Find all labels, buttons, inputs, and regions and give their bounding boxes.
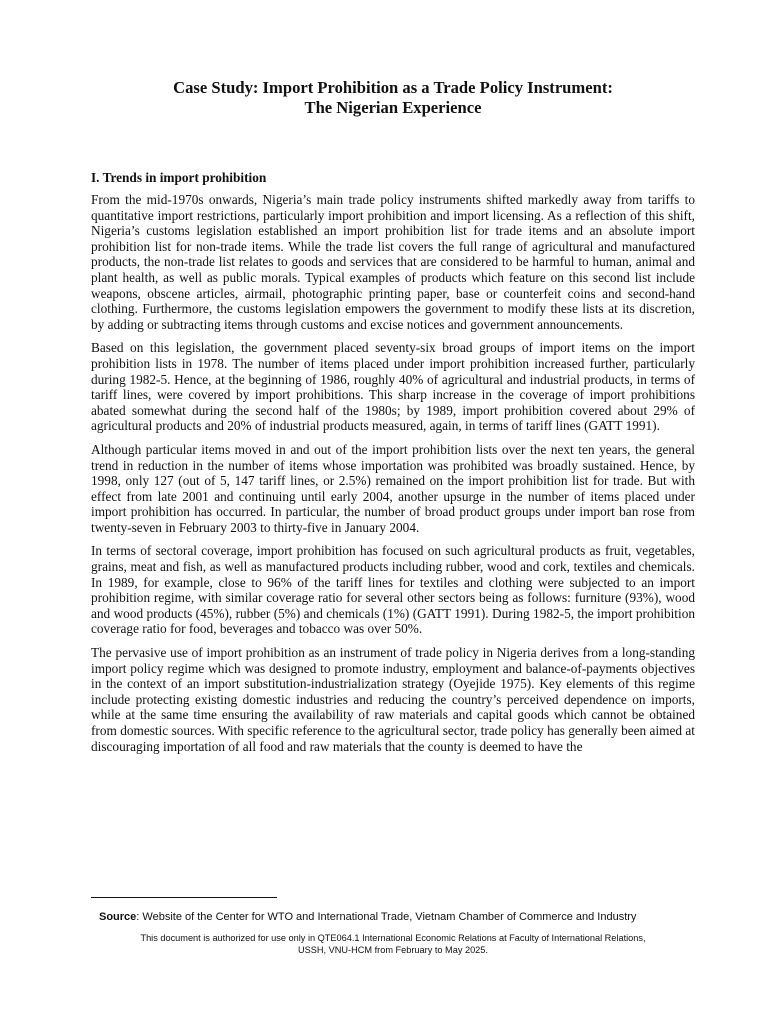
- paragraph-4: In terms of sectoral coverage, import prohibition has focused on such agricultural products as fruit, vegetables, grains, meat and fish, as well as manufactured products including rubber, wood and cork, textiles and chemicals. In 1989, for example, close to 96% of the tariff lines for textiles and clothing were subjected to an import prohibition regime, with similar coverage ratio for several other sectors being as follows: furniture (93%), wood and wood products (45%), rubber (5%) and chemicals (1%) (GATT 1991). During 1982-5, the import prohibition coverage ratio for food, beverages and tobacco was over 50%.: [91, 543, 695, 637]
- document-title: [91, 78, 695, 118]
- authorization-notice: [91, 932, 695, 956]
- authorization-line-1: This document is authorized for use only in QTE064.1 International Economic Relations at Faculty of International Relations,: [140, 933, 646, 943]
- footnote-divider: [91, 897, 277, 898]
- source-text: : Website of the Center for WTO and International Trade, Vietnam Chamber of Commerce and Industry: [136, 911, 637, 923]
- paragraph-3: Although particular items moved in and out of the import prohibition lists over the next ten years, the general trend in reduction in the number of items whose importation was prohibited was broadly sustained. Hence, by 1998, only 127 (out of 5, 147 tariff lines, or 2.5%) remained on the import prohibition list for trade. But with effect from late 2001 and continuing until early 2004, another upsurge in the number of items placed under import prohibition has occurred. In particular, the number of broad product groups under import ban rose from twenty-seven in February 2003 to thirty-five in January 2004.: [91, 441, 695, 535]
- paragraph-5: The pervasive use of import prohibition as an instrument of trade policy in Nigeria derives from a long-standing import policy regime which was designed to promote industry, employment and balance-of-payments objectives in the context of an import substitution-industrialization strategy (Oyejide 1975). Key elements of this regime include protecting existing domestic industries and reducing the country’s perceived dependence on imports, while at the same time ensuring the availability of raw materials and capital goods which cannot be obtained from domestic sources. With specific reference to the agricultural sector, trade policy has generally been aimed at discouraging importation of all food and raw materials that the county is deemed to have the: [91, 645, 695, 754]
- document-page: [91, 78, 695, 762]
- title-line-1: Case Study: Import Prohibition as a Trade Policy Instrument:: [173, 78, 613, 97]
- section-heading: I. Trends in import prohibition: [91, 170, 267, 185]
- authorization-line-2: USSH, VNU-HCM from February to May 2025.: [298, 945, 488, 955]
- paragraph-2: Based on this legislation, the government placed seventy-six broad groups of import items on the import prohibition lists in 1978. The number of items placed under import prohibition increased further, particularly during 1982-5. Hence, at the beginning of 1986, roughly 40% of agricultural and industrial products, in terms of tariff lines, were covered by import prohibitions. This sharp increase in the coverage of import prohibitions abated somewhat during the second half of the 1980s; by 1989, import prohibition covered about 29% of agricultural products and 20% of industrial products measured, again, in terms of tariff lines (GATT 1991).: [91, 340, 695, 434]
- title-line-2: The Nigerian Experience: [304, 98, 482, 117]
- source-note: [99, 910, 699, 924]
- source-label: Source: [99, 911, 137, 923]
- paragraph-1: From the mid-1970s onwards, Nigeria’s main trade policy instruments shifted markedly away from tariffs to quantitative import restrictions, particularly import prohibition and import licensing. As a reflection of this shift, Nigeria’s customs legislation established an import prohibition list for trade items and an absolute import prohibition list for non-trade items. While the trade list covers the full range of agricultural and manufactured products, the non-trade list relates to goods and services that are considered to be harmful to human, animal and plant health, as well as public morals. Typical examples of products which feature on this second list include weapons, obscene articles, airmail, photographic printing paper, base or counterfeit coins and second-hand clothing. Furthermore, the customs legislation empowers the government to modify these lists at its discretion, by adding or subtracting items through customs and excise notices and government announcements.: [91, 192, 695, 332]
